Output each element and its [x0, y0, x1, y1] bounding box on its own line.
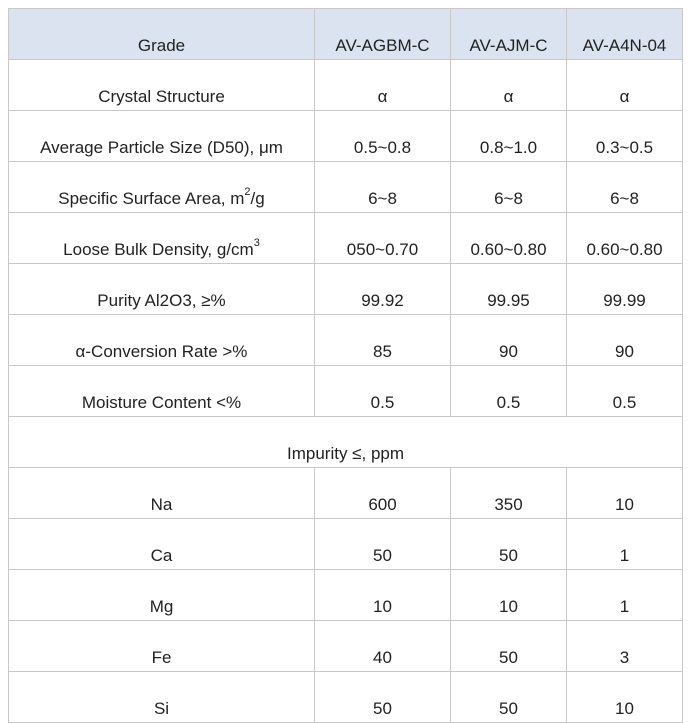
property-label — [9, 213, 315, 264]
impurity-section-row — [9, 417, 683, 468]
impurity-label: Na — [9, 468, 315, 519]
impurity-value: 40 — [315, 621, 451, 672]
impurity-value: 50 — [315, 672, 451, 723]
impurity-value: 10 — [567, 468, 683, 519]
impurity-label: Si — [9, 672, 315, 723]
impurity-value: 600 — [315, 468, 451, 519]
impurity-label: Mg — [9, 570, 315, 621]
property-value: 90 — [451, 315, 567, 366]
impurity-value: 10 — [567, 672, 683, 723]
impurity-value: 1 — [567, 519, 683, 570]
property-label: Moisture Content <% — [9, 366, 315, 417]
impurity-value: 50 — [451, 621, 567, 672]
impurity-value: 50 — [451, 519, 567, 570]
table-row — [9, 621, 683, 672]
property-value: 99.95 — [451, 264, 567, 315]
table-row — [9, 672, 683, 723]
grade-header: Grade — [9, 9, 315, 60]
property-value: α — [567, 60, 683, 111]
impurity-value: 10 — [315, 570, 451, 621]
grade-column-header: AV-A4N-04 — [567, 9, 683, 60]
property-value: 90 — [567, 315, 683, 366]
property-value: 0.5 — [567, 366, 683, 417]
impurity-label: Ca — [9, 519, 315, 570]
table-row — [9, 570, 683, 621]
property-label: Average Particle Size (D50), μm — [9, 111, 315, 162]
property-value: 0.5 — [315, 366, 451, 417]
property-value: 99.92 — [315, 264, 451, 315]
property-value: 0.60~0.80 — [567, 213, 683, 264]
table-row — [9, 315, 683, 366]
label-text: Loose Bulk Density, g/cm — [63, 240, 254, 259]
table-row — [9, 162, 683, 213]
property-value: α — [315, 60, 451, 111]
table-row — [9, 366, 683, 417]
property-label: Crystal Structure — [9, 60, 315, 111]
impurity-value: 3 — [567, 621, 683, 672]
property-value: 6~8 — [315, 162, 451, 213]
impurity-value: 50 — [451, 672, 567, 723]
property-value: 0.8~1.0 — [451, 111, 567, 162]
property-value: 6~8 — [567, 162, 683, 213]
property-value: 0.5~0.8 — [315, 111, 451, 162]
table-row — [9, 60, 683, 111]
table-row — [9, 111, 683, 162]
property-label: α-Conversion Rate >% — [9, 315, 315, 366]
table-header-row — [9, 9, 683, 60]
property-label — [9, 162, 315, 213]
grade-column-header: AV-AGBM-C — [315, 9, 451, 60]
label-superscript: 3 — [253, 237, 260, 250]
impurity-value: 350 — [451, 468, 567, 519]
label-superscript: 2 — [244, 186, 251, 199]
property-value: 050~0.70 — [315, 213, 451, 264]
table-row — [9, 519, 683, 570]
table-row — [9, 213, 683, 264]
table-row — [9, 468, 683, 519]
impurity-heading: Impurity ≤, ppm — [9, 417, 683, 468]
property-value: 99.99 — [567, 264, 683, 315]
impurity-value: 10 — [451, 570, 567, 621]
label-text: Specific Surface Area, m — [58, 189, 245, 208]
property-value: 85 — [315, 315, 451, 366]
label-text: /g — [250, 189, 265, 208]
property-value: 0.3~0.5 — [567, 111, 683, 162]
property-value: 0.60~0.80 — [451, 213, 567, 264]
property-value: 0.5 — [451, 366, 567, 417]
property-value: 6~8 — [451, 162, 567, 213]
impurity-value: 1 — [567, 570, 683, 621]
specification-table — [8, 8, 683, 723]
property-value: α — [451, 60, 567, 111]
table-row — [9, 264, 683, 315]
impurity-value: 50 — [315, 519, 451, 570]
impurity-label: Fe — [9, 621, 315, 672]
grade-column-header: AV-AJM-C — [451, 9, 567, 60]
property-label: Purity Al2O3, ≥% — [9, 264, 315, 315]
